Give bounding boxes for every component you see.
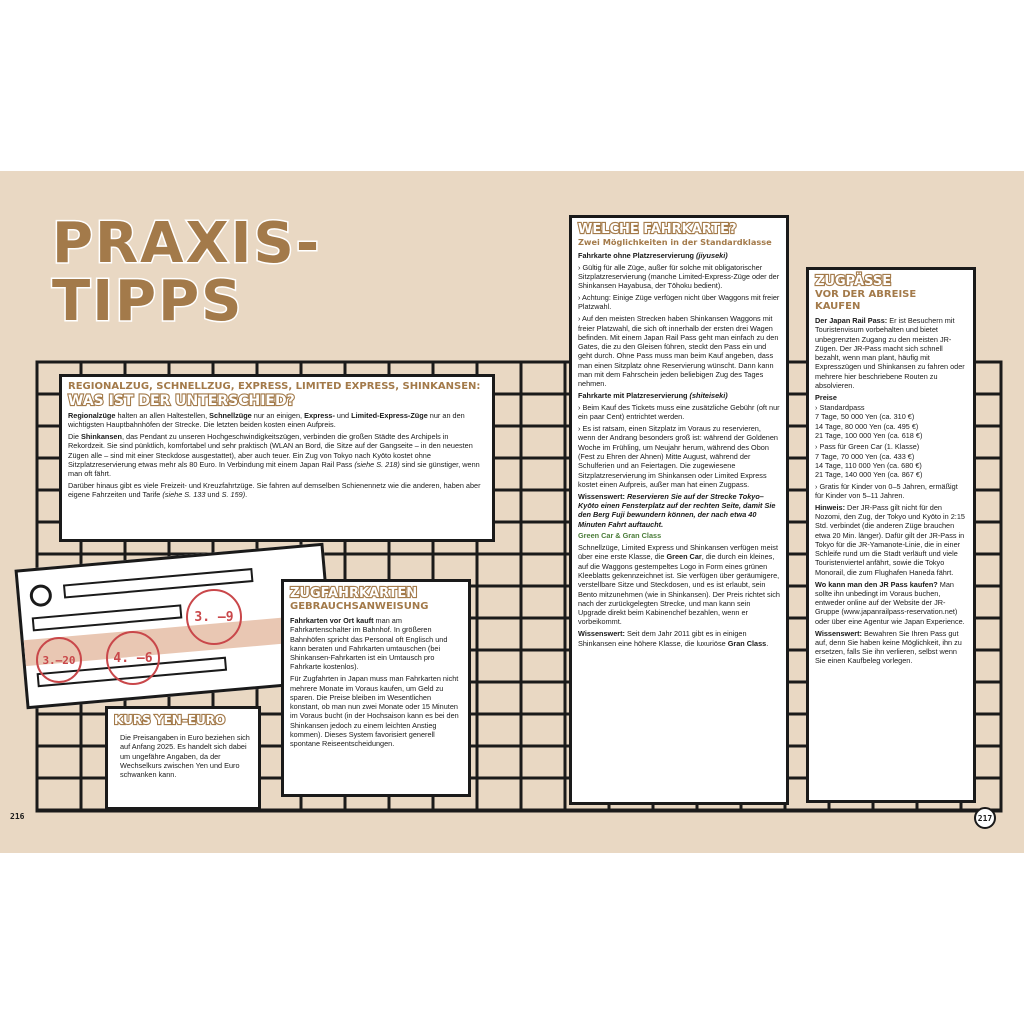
zugpasse-paragraph: Der Japan Rail Pass: Er ist Besuchern mit Touristenvisum vorbehalten und bietet unbegrenzten Zugang zu den meisten JR-Zügen. Der JR-Pass macht sich schnell bezahlt, wenn man plant, häufig mit Expresszügen und Shinkansen zu fahren oder mehrere hier beschriebene Routen zu absolvieren.: [815, 316, 965, 391]
standard-pass-heading: › Standardpass: [815, 403, 865, 413]
gebrauch-subheading: GEBRAUCHSANWEISUNG: [290, 601, 429, 612]
unterschied-heading: WAS IST DER UNTERSCHIED?: [68, 393, 295, 409]
ticket-stamp: 3.–20: [36, 637, 82, 683]
fahrkarte-wissenswert: Wissenswert: Seit dem Jahr 2011 gibt es in einigen Shinkansen eine höhere Klasse, die luxuriöse Gran Class.: [578, 629, 769, 648]
fahrkarte-heading: WELCHE FAHRKARTE?: [578, 222, 737, 237]
zugpasse-subheading: VOR DER ABREISE KAUFEN: [815, 289, 917, 312]
page-title-line1: PRAXIS-: [52, 211, 322, 276]
price-line: 14 Tage, 110 000 Yen (ca. 680 €): [815, 460, 922, 470]
fahrkarte-subheading: Zwei Möglichkeiten in der Standardklasse: [578, 237, 772, 247]
green-car-paragraph: Schnellzüge, Limited Express und Shinkansen verfügen meist über eine erste Klasse, die Green Car, die durch ein kleines, auf die Waggons gestempeltes Logo in Form eines grünen Kleeblatts gekennzeichnet ist. Sie verfügen über geräumigere, verstellbare Sitze und Steckdosen, und es ist erlaubt, sein Bento mitzunehmen (wie in Shinkansen). Der Preis richtet sich nach der zurückgelegten Strecke, und man kann sein Upgrade direkt beim Kabinenchef bezahlen, wenn er vorbeikommt.: [578, 543, 780, 627]
panel-kurs: [105, 706, 261, 810]
preise-heading: Preise: [815, 392, 837, 402]
price-line: 21 Tage, 100 000 Yen (ca. 618 €): [815, 431, 923, 441]
ticket-stamp: 4. –6: [106, 631, 160, 685]
fahrkarte-bullet: › Beim Kauf des Tickets muss eine zusätzliche Gebühr (oft nur ein paar Cent) entrichtet werden.: [578, 402, 780, 422]
price-line: 21 Tage, 140 000 Yen (ca. 867 €): [815, 470, 923, 480]
kurs-text: Die Preisangaben in Euro beziehen sich auf Anfang 2025. Es handelt sich dabei um ungefähre Angaben, da der Wechselkurs zwischen Yen und Euro schwanken kann.: [120, 733, 250, 780]
ticket-stamp: 3. –9: [186, 589, 242, 645]
gebrauch-heading: ZUGFAHRKARTEN: [290, 586, 418, 601]
fahrkarte-wissenswert: Wissenswert: Reservieren Sie auf der Strecke Tokyo–Kyōto einen Fensterplatz auf der rechten Seite, damit Sie den Berg Fuji bewundern können, der nach etwa 40 Minuten Fahrt auftaucht.: [578, 491, 776, 529]
zugpasse-wissenswert: Wissenswert: Bewahren Sie Ihren Pass gut auf, denn Sie haben keine Möglichkeit, ihn zu ersetzen, falls Sie ihn verlieren, selbst wenn Sie einen Kaufbeleg vorlegen.: [815, 628, 962, 666]
green-car-heading: Green Car & Gran Class: [578, 531, 662, 541]
price-line: 7 Tage, 70 000 Yen (ca. 433 €): [815, 451, 915, 461]
panel-unterschied: [59, 374, 495, 542]
unterschied-paragraph: Die Shinkansen, das Pendant zu unseren Hochgeschwindigkeitszügen, verbinden die großen Städte des Archipels in Rekordzeit. Sie sind pünktlich, komfortabel und sehr praktisch (WLAN an Bord, die Sitze auf der Gangseite – in den neuesten Zügen alle – sind mit einer Steckdose ausgestattet), aber auch teuer. Ein Zug von Tokyo nach Kyōto kostet ohne Sitzplatzreservierung etwas mehr als 80 Euro. In Verbindung mit einem Japan Rail Pass (siehe S. 218) sind sie günstiger, wenn man oft fährt.: [68, 432, 480, 479]
fahrkarte-bullet: › Achtung: Einige Züge verfügen nicht über Waggons mit freier Platzwahl.: [578, 293, 780, 312]
ticket-hole: [29, 584, 53, 608]
page-title: [52, 211, 322, 334]
unterschied-paragraph: Regionalzüge halten an allen Haltestellen, Schnellzüge nur an einigen, Express- und Limited-Express-Züge nur an den wichtigsten Hauptbahnhöfen der Strecke. Die letzten beiden kosten einen Aufpreis.: [68, 411, 465, 430]
unterschied-paragraph: Darüber hinaus gibt es viele Freizeit- und Kreuzfahrtzüge. Sie fahren auf demselben Schienennetz wie die anderen, haben aber eigene Fahrzeiten und Tarife (siehe S. 133 und S. 159).: [68, 481, 481, 500]
zugpasse-hinweis: Hinweis: Der JR-Pass gilt nicht für den Nozomi, den Zug, der Tokyo und Kyōto in 2:15 Std. verbindet (die anderen Züge brauchen etwa 20 Min. länger). Dafür gilt der JR-Pass in Tokyo für die JR-Yamanote-Linie, die in einer Schleife rund um die Stadt verläuft und viele Touristenviertel anfährt, sowie die Tokyo Monorail, die zum Flughafen Haneda fährt.: [815, 502, 965, 577]
zugpasse-heading: ZUGPÄSSE: [815, 274, 892, 289]
green-pass-heading: › Pass für Green Car (1. Klasse): [815, 442, 920, 452]
panel-zugpasse: [806, 267, 976, 803]
price-line: 7 Tage, 50 000 Yen (ca. 310 €): [815, 412, 915, 422]
panel-welche-fahrkarte: [569, 215, 789, 805]
fahrkarte-subtitle: Fahrkarte ohne Platzreservierung (jiyuseki): [578, 251, 728, 260]
unterschied-kicker: REGIONALZUG, SCHNELLZUG, EXPRESS, LIMITED EXPRESS, SHINKANSEN:: [68, 381, 481, 392]
fahrkarte-bullet: › Es ist ratsam, einen Sitzplatz im Voraus zu reservieren, wenn der Andrang besonders groß ist: während der Goldenen Woche im Frühling, um Neujahr herum, während des Obon (Fest zu Ehren der Ahnen) Mitte August, während der Schulferien und an Feiertagen. Die zugewiesene Sitzplatzreservierung im Shinkansen oder Limited Express kostet einen Aufpreis, außer man hat einen Zugpass.: [578, 424, 778, 489]
gebrauch-paragraph: Für Zugfahrten in Japan muss man Fahrkarten nicht mehrere Monate im Voraus kaufen, um Geld zu sparen. Die Preise bleiben im Wesentlichen konstant, ob man nun zwei Monate oder 15 Minuten im Voraus bucht (in der Hochsaison kann es bei den Shinkansen jedoch zu einem leichten Anstieg kommen). Dieses System favorisiert generell spontane Reiseentscheidungen.: [290, 674, 459, 749]
kinder-note: › Gratis für Kinder von 0–5 Jahren, ermäßigt für Kinder von 5–11 Jahren.: [815, 481, 958, 500]
zugpasse-wo-kaufen: Wo kann man den JR Pass kaufen? Man sollte ihn unbedingt im Voraus buchen, entweder online auf der Website der JR-Gruppe (www.japanrailpass-reservation.net) oder über eine Agentur wie Japan Experience.: [815, 579, 965, 626]
panel-gebrauchsanweisung: [281, 579, 471, 797]
fahrkarte-bullet: › Auf den meisten Strecken haben Shinkansen Waggons mit freier Platzwahl, die sich oft innerhalb der ersten drei Wagen befinden. Mit einem Japan Rail Pass geht man einfach zu den Gates, die zu den Gleisen führen, steckt den Pass ein und geht durch. Ohne Pass muss man beim Kauf angeben, dass man einen Sitzplatz ohne Reservierung wünscht. Dann kann man mit dem Fahrschein jeden beliebigen Zug des Tages nehmen.: [578, 314, 779, 389]
page-number-left: 216: [10, 812, 25, 821]
price-line: 14 Tage, 80 000 Yen (ca. 495 €): [815, 421, 919, 431]
page-number-right: 217: [974, 807, 996, 829]
fahrkarte-bullet: › Gültig für alle Züge, außer für solche mit obligatorischer Sitzplatzreservierung (manche Limited-Express-Züge oder der Shinkansen Hayabusa, der Tōhoku bedient).: [578, 262, 780, 291]
gebrauch-paragraph: Fahrkarten vor Ort kauft man am Fahrkartenschalter im Bahnhof. In größeren Bahnhöfen spricht das Personal oft Englisch und kann beraten und Fahrkarten umtauschen (bei Shinkansen-Fahrkarten ist ein Umtausch pro Fahrkarte kostenlos).: [290, 616, 448, 672]
page-title-line2: TIPPS: [52, 269, 244, 334]
kurs-heading: KURS YEN–EURO: [114, 713, 226, 727]
fahrkarte-subtitle: Fahrkarte mit Platzreservierung (shiteiseki): [578, 391, 728, 401]
book-spread: [0, 171, 1024, 853]
